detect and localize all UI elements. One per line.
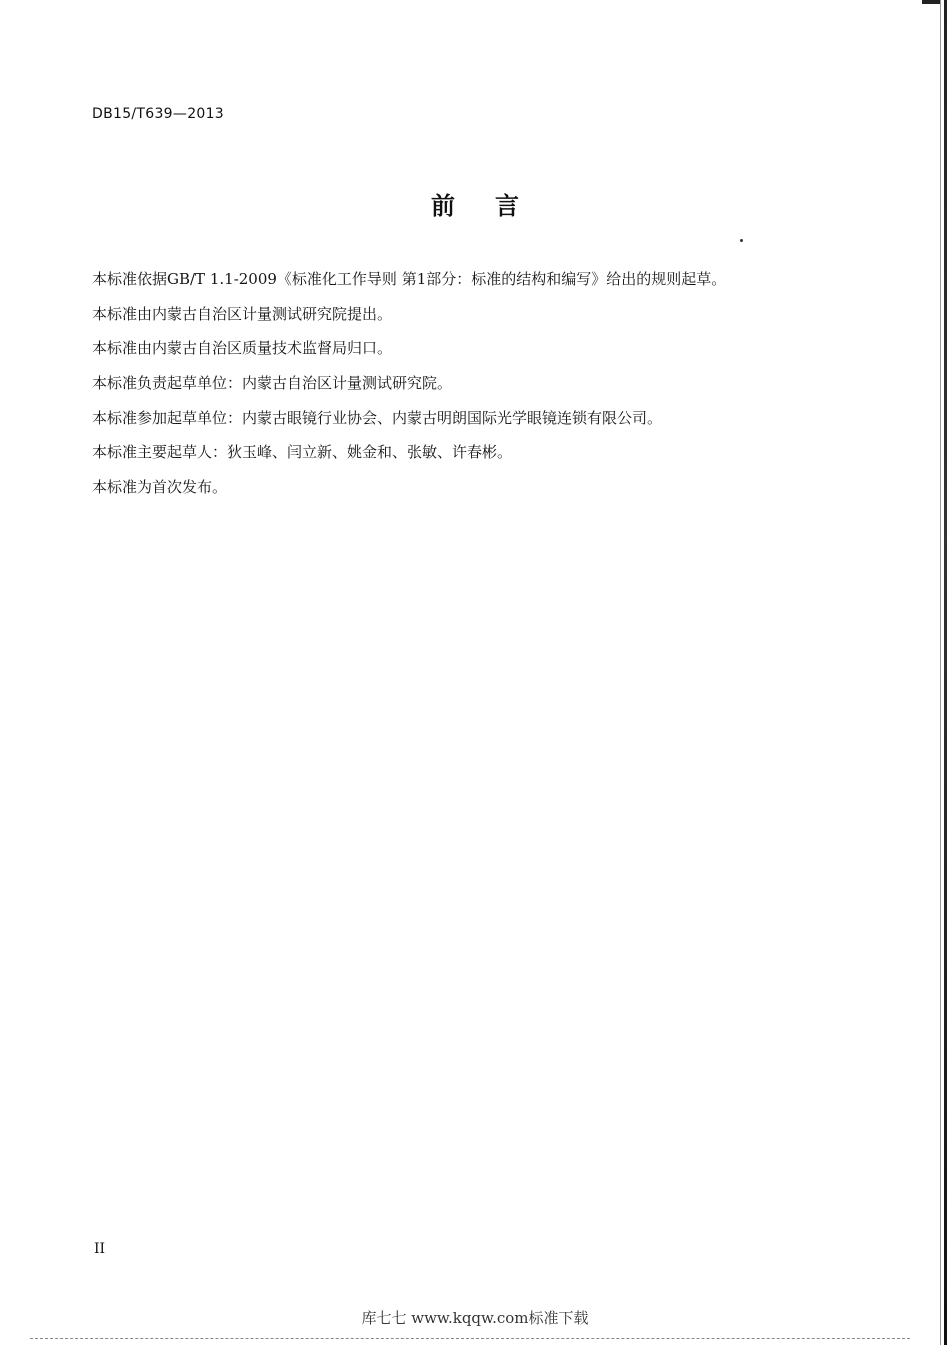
foreword-body xyxy=(92,264,852,507)
page-number: II xyxy=(94,1241,106,1257)
scan-speck xyxy=(740,239,743,242)
scan-artifact-top xyxy=(922,0,940,4)
foreword-line: 本标准负责起草单位：内蒙古自治区计量测试研究院。 xyxy=(92,374,453,393)
foreword-line: 本标准依据GB/T 1.1-2009《标准化工作导则 第1部分：标准的结构和编写》给出的规则起草。 xyxy=(92,270,727,288)
title-char-2: 言 xyxy=(495,192,519,220)
foreword-line: 本标准主要起草人：狄玉峰、闫立新、姚金和、张敏、许春彬。 xyxy=(92,443,513,462)
download-watermark: 库七七 www.kqqw.com标准下载 xyxy=(361,1309,589,1327)
foreword-line: 本标准参加起草单位：内蒙古眼镜行业协会、内蒙古明朗国际光学眼镜连锁有限公司。 xyxy=(92,408,663,427)
foreword-line: 本标准由内蒙古自治区计量测试研究院提出。 xyxy=(92,304,393,323)
document-code: DB15/T639—2013 xyxy=(92,106,225,122)
scan-bottom-line xyxy=(30,1338,910,1339)
foreword-line: 本标准为首次发布。 xyxy=(92,478,228,497)
title-char-1: 前 xyxy=(431,192,455,220)
page-title xyxy=(0,186,950,221)
foreword-line: 本标准由内蒙古自治区质量技术监督局归口。 xyxy=(92,339,393,358)
